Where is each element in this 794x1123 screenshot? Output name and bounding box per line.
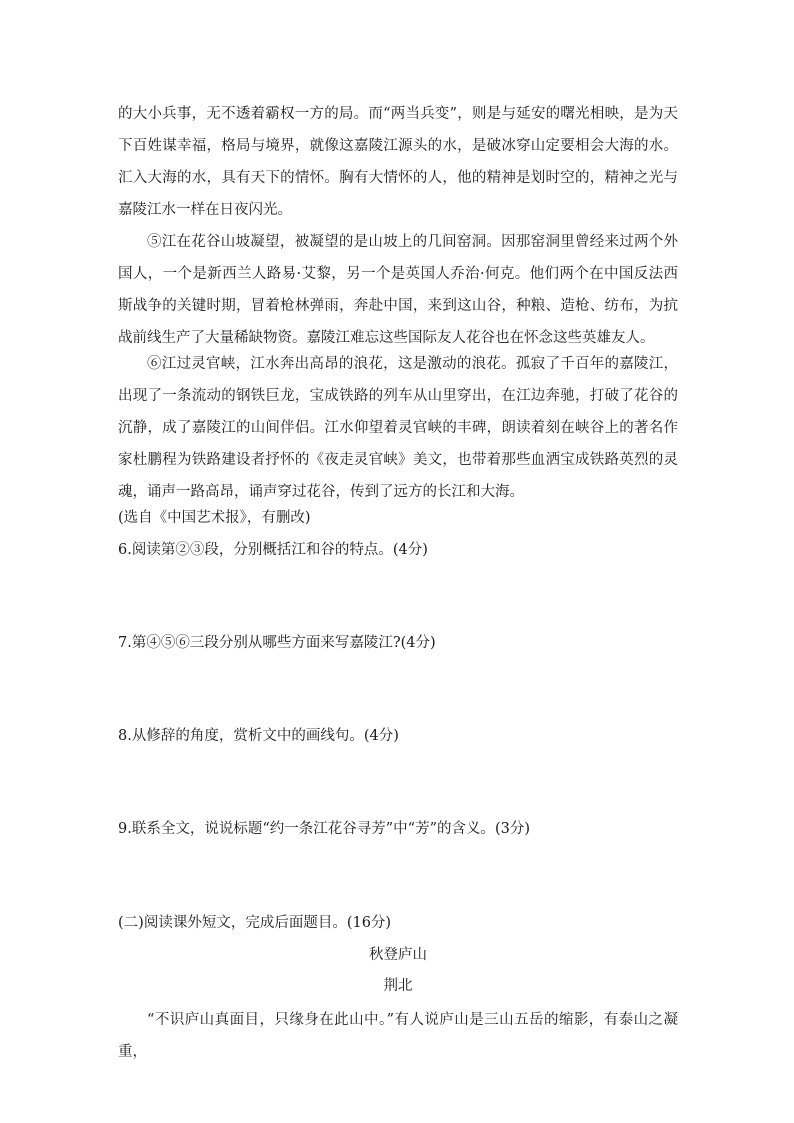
article-author: 荆北 <box>383 978 413 994</box>
passage-paragraph-5: ⑤江在花谷山坡凝望，被凝望的是山坡上的几间窑洞。因那窑洞里曾经来过两个外国人，一个是新西兰人路易·艾黎，另一个是英国人乔治·何克。他们两个在中国反法西斯战争的关键时期，冒着枪林弹雨，奔赴中国，来到这山谷，种粮、造枪、纺布，为抗战前线生产了大量稀缺物资。嘉陵江难忘这些国际友人花谷也在怀念这些英雄友人。 <box>118 234 678 346</box>
section-2-heading: (二)阅读课外短文，完成后面题目。(16分) <box>118 915 392 931</box>
source-citation: (选自《中国艺术报》，有删改) <box>118 510 311 526</box>
question-9: 9.联系全文，说说标题“约一条江花谷寻芳”中“芳”的含义。(3分) <box>118 821 531 837</box>
question-7: 7.第④⑤⑥三段分别从哪些方面来写嘉陵江?(4分) <box>118 635 436 651</box>
question-6: 6.阅读第②③段，分别概括江和谷的特点。(4分) <box>118 542 428 558</box>
question-8: 8.从修辞的角度，赏析文中的画线句。(4分) <box>118 728 399 744</box>
article-first-line: “不识庐山真面目，只缘身在此山中。”有人说庐山是三山五岳的缩影，有泰山之凝重， <box>118 1012 678 1060</box>
passage-paragraph-6: ⑥江过灵官峡，江水奔出高昂的浪花，这是激动的浪花。孤寂了千百年的嘉陵江，出现了一条流动的钢铁巨龙，宝成铁路的列车从山里穿出，在江边奔驰，打破了花谷的沉静，成了嘉陵江的山间伴侣。江水仰望着灵官峡的丰碑，朗读着刻在峡谷上的著名作家杜鹏程为铁路建设者抒怀的《夜走灵官峡》美文，也带着那些血洒宝成铁路英烈的灵魂，诵声一路高昂，诵声穿过花谷，传到了远方的长江和大海。 <box>118 356 678 500</box>
article-title: 秋登庐山 <box>369 947 427 963</box>
passage-paragraph-continued: 的大小兵事，无不透着霸权一方的局。而“两当兵变”，则是与延安的曙光相映，是为天下百姓谋幸福，格局与境界，就像这嘉陵江源头的水，是破冰穿山定要相会大海的水。汇入大海的水，具有天下的情怀。胸有大情怀的人，他的精神是划时空的，精神之光与嘉陵江水一样在日夜闪光。 <box>118 106 678 218</box>
